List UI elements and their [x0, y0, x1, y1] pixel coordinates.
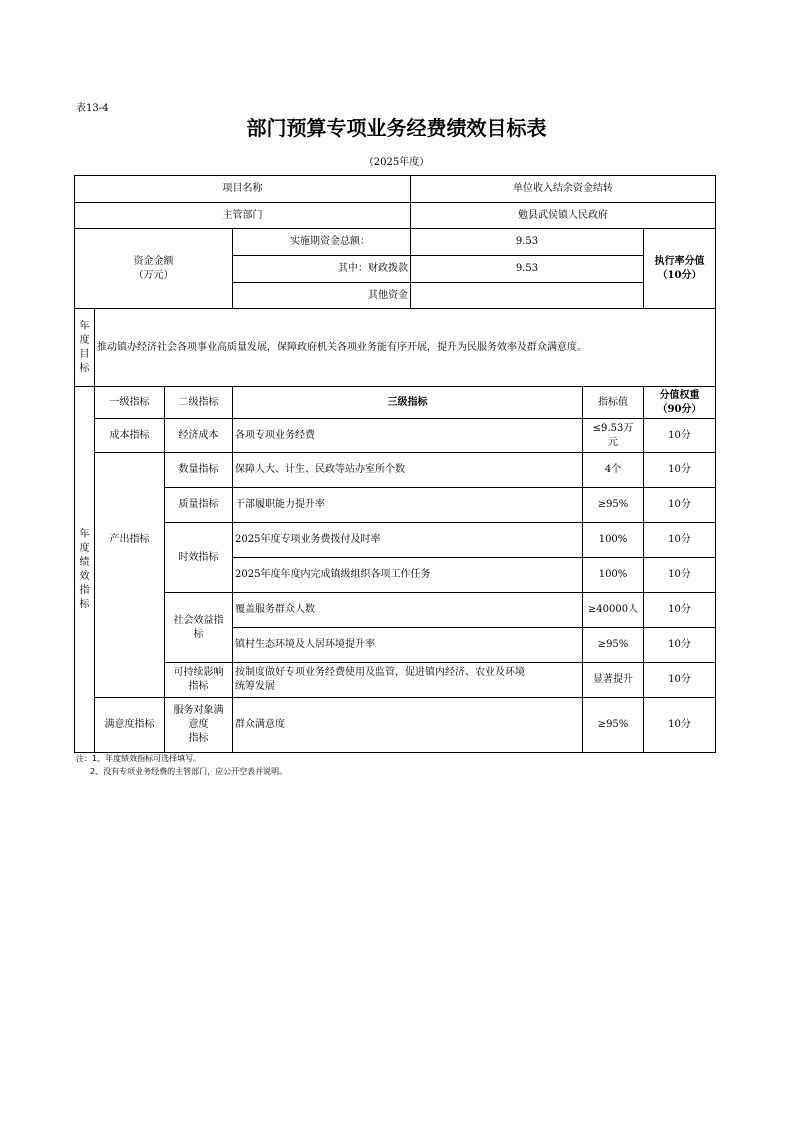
indicator-target: 100%	[583, 558, 644, 593]
header-level1: 一级指标	[95, 387, 165, 419]
table-row-annual-goal	[75, 309, 716, 387]
indicator-target: 显著提升	[583, 663, 644, 698]
table-row	[75, 523, 716, 558]
table-row	[75, 663, 716, 698]
table-row	[75, 593, 716, 628]
fiscal-year: （2025年度）	[363, 157, 430, 168]
indicator-score: 10分	[644, 698, 716, 753]
table-row	[75, 698, 716, 753]
dept-label: 主管部门	[75, 203, 411, 229]
indicator-score: 10分	[644, 663, 716, 698]
indicator-text: 2025年度年度内完成镇级组织各项工作任务	[233, 558, 583, 593]
indicator-text: 干部履职能力提升率	[233, 488, 583, 523]
indicator-text: 按制度做好专项业务经费使用及监管，促进镇内经济、农业及环境 统筹发展	[233, 663, 583, 698]
table-row-project	[75, 176, 716, 203]
table-number: 表13-4	[76, 103, 109, 114]
funds-fiscal-label: 其中：财政拨款	[233, 256, 411, 283]
indicator-score: 10分	[644, 593, 716, 628]
indicator-text: 保障人大、计生、民政等站办室所个数	[233, 453, 583, 488]
indicator-target: 100%	[583, 523, 644, 558]
footnote-1: 注：1、年度绩效指标可选择填写。	[76, 754, 202, 763]
level2-service-satisfaction: 服务对象满 意度 指标	[165, 698, 233, 753]
level2-sustainability: 可持续影响 指标	[165, 663, 233, 698]
funds-total-value: 9.53	[411, 229, 644, 256]
indicator-target: ≤9.53万 元	[583, 419, 644, 453]
header-weight: 分值权重 （90分）	[644, 387, 716, 419]
annual-indicator-label: 年 度 绩 效 指 标	[75, 387, 95, 753]
level1-cost: 成本指标	[95, 419, 165, 453]
level2-quality: 质量指标	[165, 488, 233, 523]
indicator-score: 10分	[644, 523, 716, 558]
indicator-text: 2025年度专项业务费拨付及时率	[233, 523, 583, 558]
annual-goal-text: 推动镇办经济社会各项事业高质量发展，保障政府机关各项业务能有序开展，提升为民服务效率及群众满意度。	[95, 309, 716, 387]
level1-blank	[95, 663, 165, 698]
project-name-label: 项目名称	[75, 176, 411, 203]
funds-other-label: 其他资金	[233, 283, 411, 309]
indicator-target: ≥95%	[583, 628, 644, 663]
indicator-score: 10分	[644, 628, 716, 663]
level1-blank	[95, 628, 165, 663]
indicator-target: ≥95%	[583, 698, 644, 753]
table-row-dept	[75, 203, 716, 229]
funds-fiscal-value: 9.53	[411, 256, 644, 283]
indicator-score: 10分	[644, 488, 716, 523]
indicator-header-row	[75, 387, 716, 419]
footnote-2: 2、没有专项业务经费的主管部门，应公开空表并说明。	[90, 767, 288, 776]
table-row	[75, 488, 716, 523]
funds-other-value	[411, 283, 644, 309]
indicator-score: 10分	[644, 419, 716, 453]
header-target: 指标值	[583, 387, 644, 419]
table-row	[75, 453, 716, 488]
table-row-funds-total	[75, 229, 716, 256]
indicator-target: ≥95%	[583, 488, 644, 523]
level2-timeliness: 时效指标	[165, 523, 233, 593]
level2-economic-cost: 经济成本	[165, 419, 233, 453]
execution-rate-score: 执行率分值 （10分）	[644, 229, 716, 309]
indicator-text: 群众满意度	[233, 698, 583, 753]
indicator-score: 10分	[644, 453, 716, 488]
funds-total-label: 实施期资金总额：	[233, 229, 411, 256]
indicator-score: 10分	[644, 558, 716, 593]
indicator-text: 镇村生态环境及人居环境提升率	[233, 628, 583, 663]
footnotes	[76, 752, 287, 778]
indicator-target: ≥40000人	[583, 593, 644, 628]
indicator-text: 覆盖服务群众人数	[233, 593, 583, 628]
level1-output: 产出指标	[95, 453, 165, 628]
annual-goal-label: 年 度 目 标	[75, 309, 95, 387]
level1-satisfaction: 满意度指标	[95, 698, 165, 753]
level2-social-benefit: 社会效益指 标	[165, 593, 233, 663]
indicator-target: 4个	[583, 453, 644, 488]
funds-label: 资金金额 （万元）	[75, 229, 233, 309]
dept-value: 勉县武侯镇人民政府	[411, 203, 716, 229]
header-level2: 二级指标	[165, 387, 233, 419]
level2-quantity: 数量指标	[165, 453, 233, 488]
page-title: 部门预算专项业务经费绩效目标表	[246, 116, 547, 140]
table-row	[75, 419, 716, 453]
indicator-text: 各项专项业务经费	[233, 419, 583, 453]
header-level3: 三级指标	[233, 387, 583, 419]
performance-target-table	[74, 175, 716, 753]
project-name-value: 单位收入结余资金结转	[411, 176, 716, 203]
